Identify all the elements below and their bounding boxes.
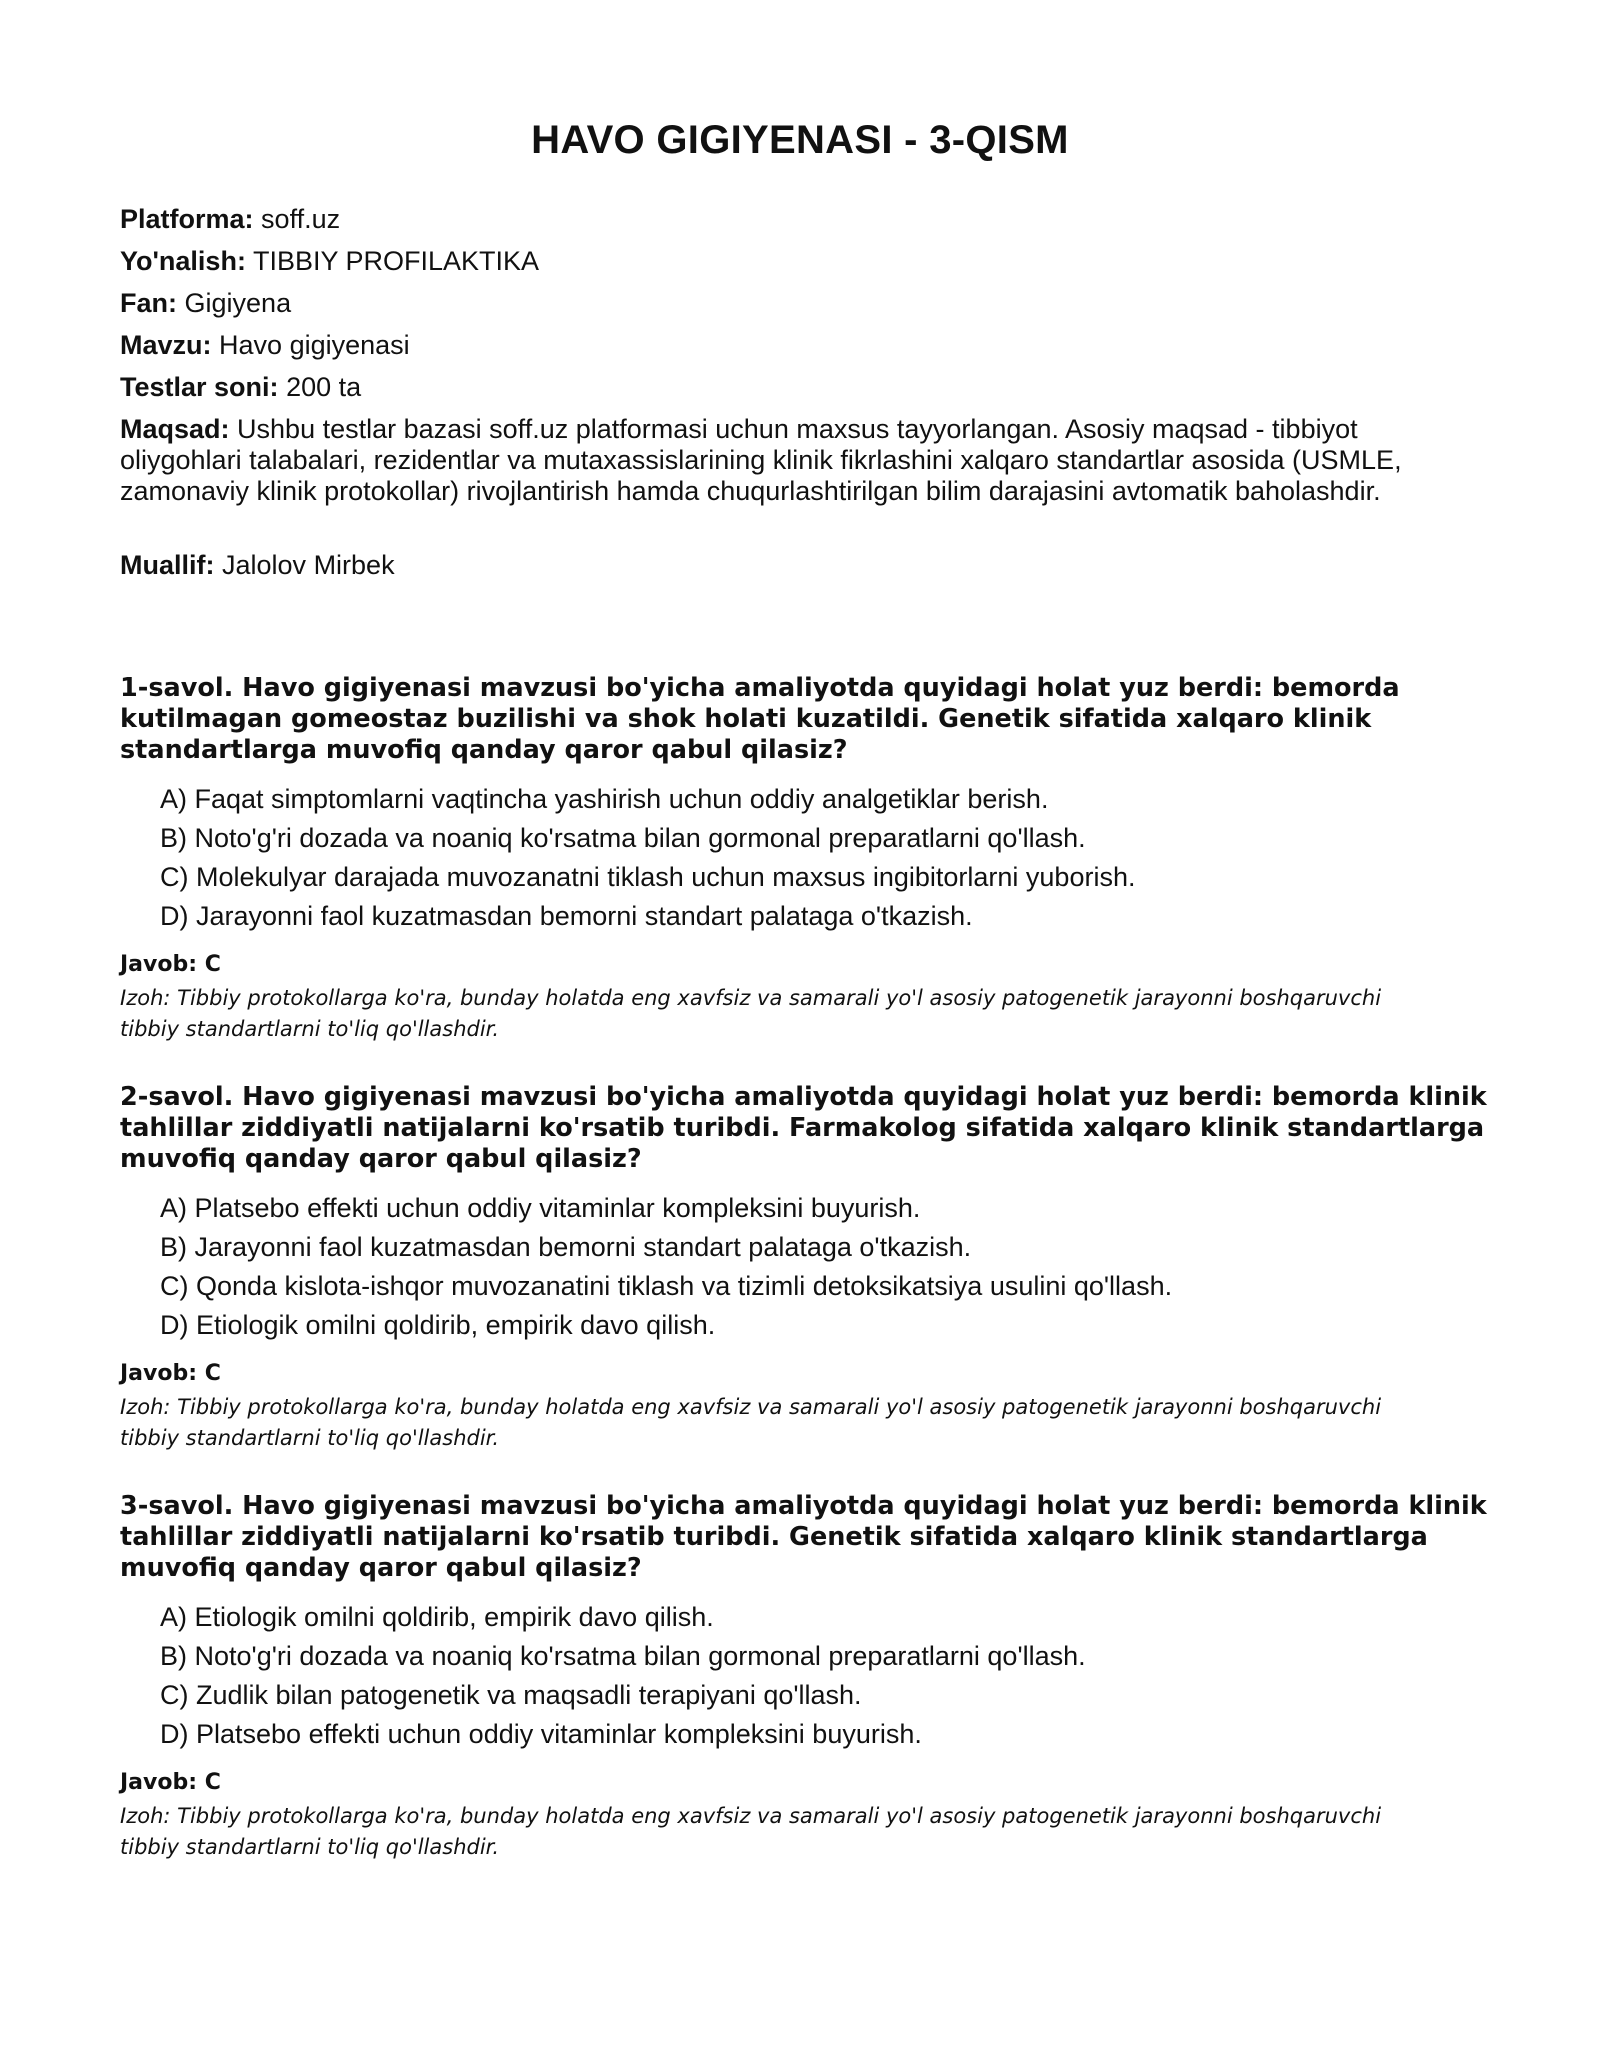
explanation: Izoh: Tibbiy protokollarga ko'ra, bunday holatda eng xavfsiz va samarali yo'l asosiy patogenetik jarayonni boshqaruvchi tibbiy standartlarni to'liq qo'llashdir. — [120, 1804, 1382, 1859]
answer: Javob: C — [120, 952, 221, 977]
options-list — [120, 1598, 1490, 1754]
explanation: Izoh: Tibbiy protokollarga ko'ra, bunday holatda eng xavfsiz va samarali yo'l asosiy patogenetik jarayonni boshqaruvchi tibbiy standartlarni to'liq qo'llashdir. — [120, 986, 1382, 1041]
meta-muallif — [120, 550, 1450, 581]
option-a: A) Etiologik omilni qoldirib, empirik davo qilish. — [160, 1602, 714, 1632]
option-b: B) Jarayonni faol kuzatmasdan bemorni standart palataga o'tkazish. — [160, 1232, 972, 1262]
option-d: D) Jarayonni faol kuzatmasdan bemorni standart palataga o'tkazish. — [160, 901, 973, 931]
meta-value: TIBBIY PROFILAKTIKA — [252, 246, 540, 276]
answer: Javob: C — [120, 1361, 221, 1386]
meta-label: Yo'nalish: — [120, 246, 246, 276]
meta-value: Havo gigiyenasi — [219, 330, 410, 360]
meta-value: 200 ta — [286, 372, 362, 402]
question-3 — [120, 1491, 1490, 1863]
meta-label: Testlar soni: — [120, 372, 279, 402]
meta-label: Fan: — [120, 288, 177, 318]
question-1 — [120, 673, 1490, 1045]
meta-value: Jalolov Mirbek — [222, 550, 395, 580]
meta-fan — [120, 288, 1450, 319]
option-c: C) Zudlik bilan patogenetik va maqsadli terapiyani qo'llash. — [160, 1680, 862, 1710]
options-list — [120, 780, 1490, 936]
answer: Javob: C — [120, 1770, 221, 1795]
meta-mavzu — [120, 330, 1450, 361]
meta-value: soff.uz — [261, 204, 341, 234]
option-c: C) Molekulyar darajada muvozanatni tiklash uchun maxsus ingibitorlarni yuborish. — [160, 862, 1136, 892]
page-title: HAVO GIGIYENASI - 3-QISM — [531, 118, 1069, 162]
meta-yonalish — [120, 246, 1450, 277]
option-d: D) Etiologik omilni qoldirib, empirik davo qilish. — [160, 1310, 716, 1340]
meta-label: Maqsad: — [120, 414, 230, 444]
option-b: B) Noto'g'ri dozada va noaniq ko'rsatma bilan gormonal preparatlarni qo'llash. — [160, 823, 1086, 853]
option-c: C) Qonda kislota-ishqor muvozanatini tiklash va tizimli detoksikatsiya usulini qo'llash. — [160, 1271, 1173, 1301]
option-a: A) Platsebo effekti uchun oddiy vitaminlar kompleksini buyurish. — [160, 1193, 921, 1223]
meta-platforma — [120, 204, 1450, 235]
meta-label: Platforma: — [120, 204, 254, 234]
option-d: D) Platsebo effekti uchun oddiy vitaminlar kompleksini buyurish. — [160, 1719, 922, 1749]
explanation: Izoh: Tibbiy protokollarga ko'ra, bunday holatda eng xavfsiz va samarali yo'l asosiy patogenetik jarayonni boshqaruvchi tibbiy standartlarni to'liq qo'llashdir. — [120, 1395, 1382, 1450]
meta-maqsad — [120, 414, 1450, 507]
meta-label: Muallif: — [120, 550, 215, 580]
meta-label: Mavzu: — [120, 330, 212, 360]
question-title: 2-savol. Havo gigiyenasi mavzusi bo'yicha amaliyotda quyidagi holat yuz berdi: bemorda klinik tahlillar ziddiyatli natijalarni ko'rsatib turibdi. Farmakolog sifatida xalqaro klinik standartlarga muvofiq qanday qaror qabul qilasiz? — [120, 1082, 1487, 1174]
meta-value: Ushbu testlar bazasi soff.uz platformasi uchun maxsus tayyorlangan. Asosiy maqsad - tibbiyot oliygohlari talabalari, rezidentlar va mutaxassislarining klinik fikrlashini xalqaro standartlar asosida (USMLE, zamonaviy klinik protokollar) rivojlantirish hamda chuqurlashtirilgan bilim darajasini avtomatik baholashdir. — [120, 414, 1402, 506]
meta-value: Gigiyena — [184, 288, 292, 318]
question-2 — [120, 1082, 1490, 1454]
option-b: B) Noto'g'ri dozada va noaniq ko'rsatma bilan gormonal preparatlarni qo'llash. — [160, 1641, 1086, 1671]
options-list — [120, 1189, 1490, 1345]
meta-testlar-soni — [120, 372, 1450, 403]
option-a: A) Faqat simptomlarni vaqtincha yashirish uchun oddiy analgetiklar berish. — [160, 784, 1049, 814]
question-title: 3-savol. Havo gigiyenasi mavzusi bo'yicha amaliyotda quyidagi holat yuz berdi: bemorda klinik tahlillar ziddiyatli natijalarni ko'rsatib turibdi. Genetik sifatida xalqaro klinik standartlarga muvofiq qanday qaror qabul qilasiz? — [120, 1491, 1487, 1583]
question-title: 1-savol. Havo gigiyenasi mavzusi bo'yicha amaliyotda quyidagi holat yuz berdi: bemorda kutilmagan gomeostaz buzilishi va shok holati kuzatildi. Genetik sifatida xalqaro klinik standartlarga muvofiq qanday qaror qabul qilasiz? — [120, 673, 1400, 765]
